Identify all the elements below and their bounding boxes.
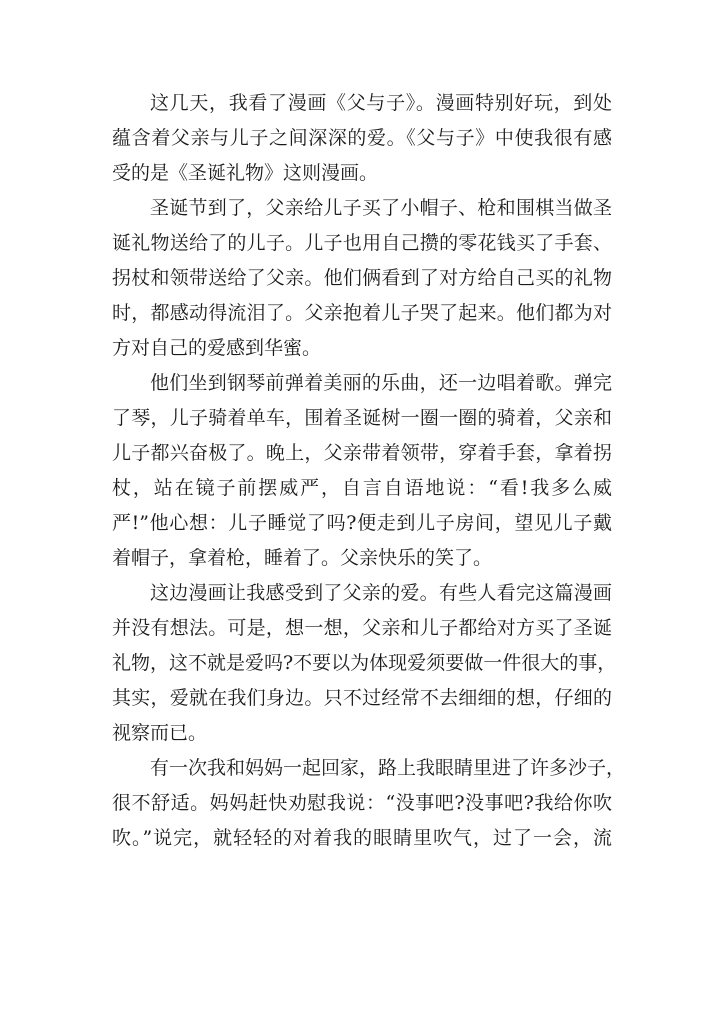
text-line: 了琴，儿子骑着单车，围着圣诞树一圈一圈的骑着，父亲和 [112, 407, 612, 429]
essay-body [112, 86, 626, 856]
text-line: 吹。”说完，就轻轻的对着我的眼睛里吹气，过了一会，流 [112, 827, 612, 849]
text-line: 这几天，我看了漫画《父与子》。漫画特别好玩，到处 [150, 92, 612, 114]
text-line: 其实，爱就在我们身边。只不过经常不去细细的想，仔细的 [112, 687, 612, 709]
text-line: 杖，站在镜子前摆威严，自言自语地说：“看!我多么威 [112, 477, 612, 499]
text-line: 拐杖和领带送给了父亲。他们俩看到了对方给自己买的礼物 [112, 267, 612, 289]
text-line: 时，都感动得流泪了。父亲抱着儿子哭了起来。他们都为对 [112, 302, 612, 324]
text-line: 儿子都兴奋极了。晚上，父亲带着领带，穿着手套，拿着拐 [112, 442, 612, 464]
paragraph-3 [112, 366, 612, 576]
paragraph-2 [112, 191, 612, 366]
paragraph-1 [112, 86, 612, 191]
text-line: 圣诞节到了，父亲给儿子买了小帽子、枪和围棋当做圣 [150, 197, 612, 219]
text-line: 有一次我和妈妈一起回家，路上我眼睛里进了许多沙子， [150, 757, 626, 779]
text-line: 礼物，这不就是爱吗?不要以为体现爱须要做一件很大的事， [112, 652, 617, 674]
text-line: 方对自己的爱感到华蜜。 [112, 337, 322, 359]
text-line: 视察而已。 [112, 722, 208, 744]
text-line: 并没有想法。可是，想一想，父亲和儿子都给对方买了圣诞 [112, 617, 612, 639]
paragraph-4 [112, 576, 617, 751]
text-line: 很不舒适。妈妈赶快劝慰我说：“没事吧?没事吧?我给你吹 [112, 792, 612, 814]
text-line: 这边漫画让我感受到了父亲的爱。有些人看完这篇漫画 [150, 582, 612, 604]
text-line: 受的是《圣诞礼物》这则漫画。 [112, 162, 379, 184]
text-line: 着帽子，拿着枪，睡着了。父亲快乐的笑了。 [112, 547, 493, 569]
text-line: 诞礼物送给了的儿子。儿子也用自己攒的零花钱买了手套、 [112, 232, 612, 254]
paragraph-5 [112, 751, 626, 856]
text-line: 他们坐到钢琴前弹着美丽的乐曲，还一边唱着歌。弹完 [150, 372, 612, 394]
text-line: 蕴含着父亲与儿子之间深深的爱。《父与子》中使我很有感 [112, 127, 612, 149]
text-line: 严!”他心想：儿子睡觉了吗?便走到儿子房间，望见儿子戴 [112, 512, 612, 534]
